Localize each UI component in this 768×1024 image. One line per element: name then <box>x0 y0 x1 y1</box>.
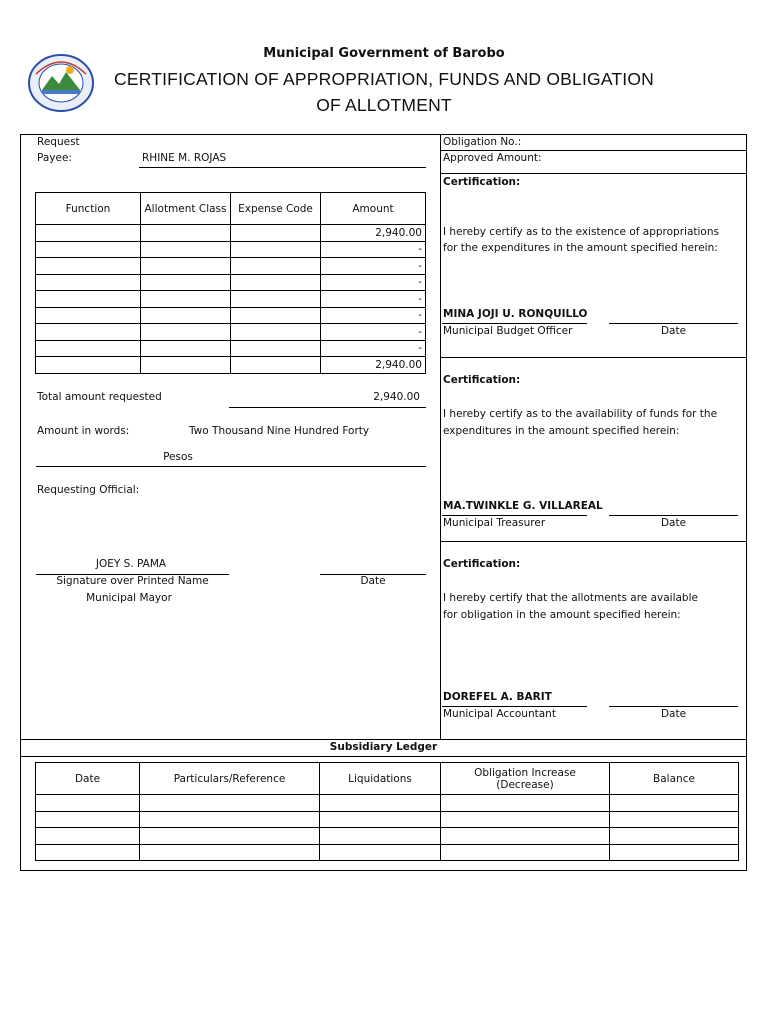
title-line-1: CERTIFICATION OF APPROPRIATION, FUNDS AND OBLIGATION <box>114 69 654 89</box>
ledger-cell <box>36 828 140 845</box>
ledger-cell <box>610 811 739 828</box>
allotment-cell <box>36 258 141 275</box>
allotment-cell <box>141 274 231 291</box>
cert2-heading: Certification: <box>443 374 521 386</box>
allotment-amount-cell: 2,940.00 <box>321 225 426 242</box>
col-allotment-class: Allotment Class <box>141 193 231 225</box>
allotment-cell <box>231 324 321 341</box>
cert3-heading: Certification: <box>443 558 521 570</box>
allotment-amount-cell: - <box>321 291 426 308</box>
payee-label: Payee: <box>37 152 72 164</box>
col-function: Function <box>36 193 141 225</box>
total-underline <box>229 407 426 408</box>
ledger-cell <box>610 828 739 845</box>
payee-value: RHINE M. ROJAS <box>142 152 227 164</box>
cert3-name-line <box>442 706 587 707</box>
ledger-cell <box>320 828 441 845</box>
allotment-row <box>36 274 426 291</box>
cert3-position: Municipal Accountant <box>443 708 556 720</box>
allotment-cell <box>141 258 231 275</box>
cert3-date-label: Date <box>660 708 687 720</box>
allotment-cell <box>141 307 231 324</box>
ledger-cell <box>36 844 140 861</box>
cert1-date-line <box>609 323 738 324</box>
allotment-cell <box>141 241 231 258</box>
allotment-table <box>35 192 426 374</box>
allotment-row <box>36 307 426 324</box>
ledger-title-divider <box>20 756 747 757</box>
cert2-position: Municipal Treasurer <box>443 517 546 529</box>
allotment-amount-cell: - <box>321 274 426 291</box>
ledger-cell <box>140 795 320 812</box>
cert1-name-line <box>442 323 587 324</box>
ledger-cell <box>441 828 610 845</box>
allotment-cell <box>231 357 321 374</box>
allotment-body <box>36 225 426 374</box>
ledger-cell <box>441 844 610 861</box>
cert1-divider <box>440 357 747 358</box>
ledger-cell <box>140 844 320 861</box>
allotment-cell <box>36 307 141 324</box>
ledger-cell <box>320 844 441 861</box>
allotment-cell <box>231 307 321 324</box>
total-value: 2,940.00 <box>373 391 420 403</box>
allotment-row <box>36 340 426 357</box>
approved-divider <box>440 173 747 174</box>
total-label: Total amount requested <box>37 391 162 403</box>
requesting-official-label: Requesting Official: <box>37 484 140 496</box>
requesting-official-position: Municipal Mayor <box>86 592 172 604</box>
allotment-amount-cell: - <box>321 324 426 341</box>
allotment-cell <box>141 225 231 242</box>
ledger-cell <box>610 844 739 861</box>
municipality-name: Municipal Government of Barobo <box>263 46 505 61</box>
ledger-row <box>36 795 739 812</box>
allotment-row <box>36 225 426 242</box>
cert1-date-label: Date <box>660 325 687 337</box>
ledger-row <box>36 828 739 845</box>
ledger-title: Subsidiary Ledger <box>329 741 438 753</box>
ledger-row <box>36 844 739 861</box>
allotment-cell <box>36 241 141 258</box>
col-expense-code: Expense Code <box>231 193 321 225</box>
cert2-name-line <box>442 515 587 516</box>
cert2-date-line <box>609 515 738 516</box>
allotment-cell <box>231 340 321 357</box>
allotment-cell <box>141 291 231 308</box>
pesos-label: Pesos <box>163 451 193 463</box>
cert2-line1: I hereby certify as to the availability of funds for the <box>443 408 718 420</box>
ledger-cell <box>140 828 320 845</box>
ledger-cell <box>610 795 739 812</box>
payee-underline <box>139 167 426 168</box>
words-underline <box>36 466 426 467</box>
ledger-cell <box>140 811 320 828</box>
cert1-heading: Certification: <box>443 176 521 188</box>
allotment-cell <box>231 225 321 242</box>
cert3-date-line <box>609 706 738 707</box>
allotment-amount-cell: - <box>321 307 426 324</box>
allotment-cell <box>141 324 231 341</box>
ledger-top-divider <box>20 739 747 740</box>
obligation-divider <box>440 150 747 151</box>
ledger-cell <box>36 811 140 828</box>
cert3-name: DOREFEL A. BARIT <box>443 691 552 703</box>
allotment-row <box>36 291 426 308</box>
ledger-body <box>36 795 739 861</box>
ledger-cell <box>36 795 140 812</box>
col-particulars: Particulars/Reference <box>140 763 320 795</box>
allotment-cell <box>231 241 321 258</box>
requesting-official-name: JOEY S. PAMA <box>95 558 167 570</box>
allotment-amount-cell: - <box>321 340 426 357</box>
ledger-cell <box>320 811 441 828</box>
allotment-cell <box>231 291 321 308</box>
cert3-line2: for obligation in the amount specified herein: <box>443 609 681 621</box>
allotment-cell <box>231 258 321 275</box>
signature-caption: Signature over Printed Name <box>56 575 209 587</box>
ledger-cell <box>441 795 610 812</box>
col-balance: Balance <box>610 763 739 795</box>
allotment-cell <box>36 324 141 341</box>
allotment-cell <box>36 291 141 308</box>
cert2-date-label: Date <box>660 517 687 529</box>
allotment-row <box>36 241 426 258</box>
allotment-row <box>36 258 426 275</box>
request-label: Request <box>37 136 80 148</box>
amount-words-value: Two Thousand Nine Hundred Forty <box>189 425 370 437</box>
col-liquidations: Liquidations <box>320 763 441 795</box>
allotment-cell <box>141 357 231 374</box>
allotment-cell <box>36 340 141 357</box>
allotment-amount-cell: 2,940.00 <box>321 357 426 374</box>
document-title <box>0 66 768 118</box>
ledger-row <box>36 811 739 828</box>
col-amount: Amount <box>321 193 426 225</box>
allotment-cell <box>36 225 141 242</box>
cert1-position: Municipal Budget Officer <box>443 325 573 337</box>
amount-words-label: Amount in words: <box>37 425 130 437</box>
col-obligation-increase: Obligation Increase (Decrease) <box>441 763 610 795</box>
cert3-line1: I hereby certify that the allotments are available <box>443 592 698 604</box>
allotment-amount-cell: - <box>321 258 426 275</box>
cert2-name: MA.TWINKLE G. VILLAREAL <box>443 500 603 512</box>
allotment-cell <box>141 340 231 357</box>
cert2-divider <box>440 541 747 542</box>
allotment-cell <box>231 274 321 291</box>
ledger-header-row <box>36 763 739 795</box>
obligation-no-label: Obligation No.: <box>443 136 522 148</box>
allotment-row <box>36 357 426 374</box>
cert1-line1: I hereby certify as to the existence of appropriations <box>443 226 719 238</box>
requesting-date-label: Date <box>360 575 386 587</box>
title-line-2: OF ALLOTMENT <box>316 95 452 115</box>
ledger-cell <box>320 795 441 812</box>
cert1-line2: for the expenditures in the amount specified herein: <box>443 242 718 254</box>
allotment-row <box>36 324 426 341</box>
cert2-line2: expenditures in the amount specified herein: <box>443 425 680 437</box>
ledger-cell <box>441 811 610 828</box>
approved-amount-label: Approved Amount: <box>443 152 542 164</box>
cert1-name: MINA JOJI U. RONQUILLO <box>443 308 588 320</box>
allotment-cell <box>36 357 141 374</box>
allotment-header-row <box>36 193 426 225</box>
allotment-cell <box>36 274 141 291</box>
column-divider <box>440 134 441 739</box>
allotment-amount-cell: - <box>321 241 426 258</box>
col-date: Date <box>36 763 140 795</box>
subsidiary-ledger-table <box>35 762 739 861</box>
